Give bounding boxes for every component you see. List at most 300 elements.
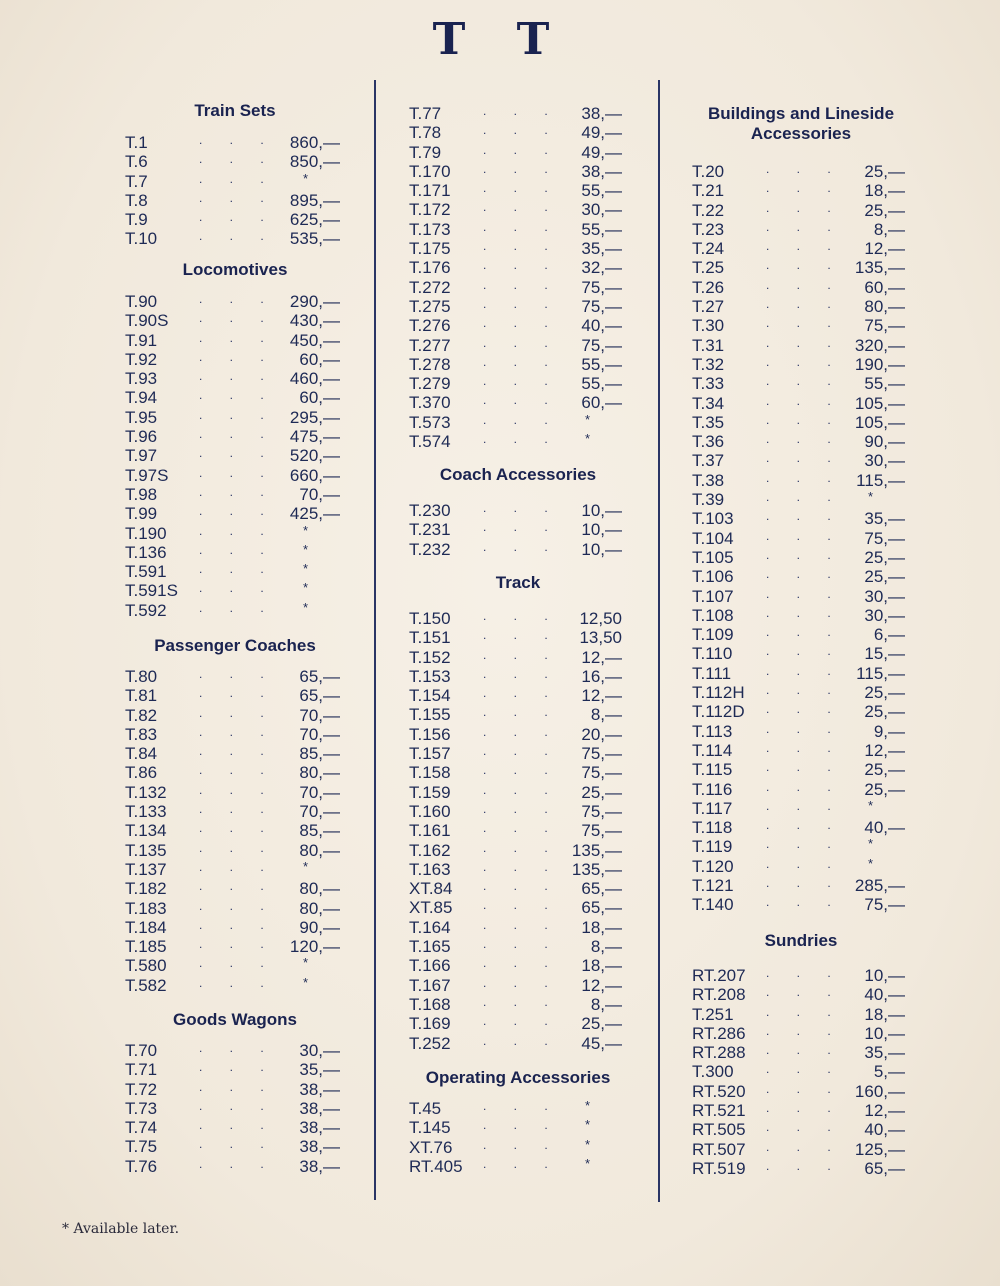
leader-dots: . . . — [766, 239, 843, 254]
item-code: T.76 — [125, 1156, 158, 1176]
leader-dots: . . . — [483, 724, 560, 739]
item-price: 660,— — [289, 465, 340, 485]
item-price: * — [302, 955, 308, 971]
item-price: 60,— — [299, 349, 340, 369]
leader-dots: . . . — [766, 412, 843, 427]
item-price: 40,— — [864, 818, 905, 838]
leader-dots: . . . — [199, 229, 276, 244]
item-code: T.119 — [692, 837, 733, 857]
item-code: T.150 — [409, 609, 451, 628]
column-divider-left — [374, 80, 376, 1200]
item-price: 30,— — [864, 586, 905, 606]
item-code: T.107 — [692, 586, 734, 606]
item-price: 13,50 — [579, 628, 622, 648]
section-heading: Train Sets — [194, 101, 276, 120]
item-price: 38,— — [299, 1156, 340, 1176]
item-code: T.136 — [125, 542, 167, 562]
item-price: 160,— — [854, 1081, 905, 1101]
item-code: T.117 — [692, 798, 733, 818]
item-code: T.574 — [409, 432, 451, 452]
item-code: T.35 — [692, 412, 725, 432]
page-title: T T — [432, 14, 568, 65]
leader-dots: . . . — [199, 542, 276, 557]
item-code: RT.505 — [692, 1120, 746, 1140]
item-price: 860,— — [289, 133, 340, 152]
item-price: 10,— — [864, 1023, 905, 1043]
item-price: * — [584, 1117, 590, 1133]
leader-dots: . . . — [483, 744, 560, 759]
item-price: 70,— — [299, 724, 340, 744]
item-code: T.120 — [692, 856, 734, 876]
item-price: 85,— — [299, 744, 340, 764]
item-code: T.164 — [409, 917, 451, 937]
item-code: T.133 — [125, 802, 167, 822]
item-price: 75,— — [581, 335, 622, 355]
item-price: 25,— — [581, 1014, 622, 1034]
item-code: T.185 — [125, 937, 167, 957]
leader-dots: . . . — [483, 219, 560, 234]
item-price: 75,— — [864, 528, 905, 548]
item-code: T.26 — [692, 277, 725, 297]
leader-dots: . . . — [766, 856, 843, 871]
leader-dots: . . . — [766, 875, 843, 890]
item-code: T.94 — [125, 388, 158, 408]
item-price: 30,— — [299, 1041, 340, 1060]
item-price: 12,— — [581, 686, 622, 706]
item-code: T.591 — [125, 562, 167, 582]
leader-dots: . . . — [766, 432, 843, 447]
item-code: T.33 — [692, 374, 725, 394]
item-code: RT.288 — [692, 1043, 746, 1063]
leader-dots: . . . — [766, 818, 843, 833]
item-price: 45,— — [581, 1033, 622, 1053]
leader-dots: . . . — [199, 821, 276, 836]
item-price: 120,— — [289, 937, 340, 957]
item-price: 8,— — [873, 219, 905, 239]
leader-dots: . . . — [766, 509, 843, 524]
leader-dots: . . . — [199, 369, 276, 384]
item-price: 25,— — [864, 547, 905, 567]
item-price: 535,— — [289, 229, 340, 249]
item-code: T.573 — [409, 412, 451, 432]
item-price: 40,— — [864, 1120, 905, 1140]
item-code: T.175 — [409, 239, 451, 259]
item-price: 10,— — [581, 539, 622, 559]
item-code: T.168 — [409, 994, 451, 1014]
price-column-middle — [409, 0, 627, 1200]
item-code: T.137 — [125, 859, 167, 879]
item-code: T.163 — [409, 859, 451, 879]
item-code: T.75 — [125, 1137, 158, 1157]
item-code: T.135 — [125, 840, 167, 860]
price-column-left — [125, 0, 345, 1200]
leader-dots: . . . — [766, 547, 843, 562]
leader-dots: . . . — [483, 666, 560, 681]
item-price: 90,— — [299, 917, 340, 937]
item-code: T.184 — [125, 917, 167, 937]
item-code: T.151 — [409, 628, 451, 648]
item-code: T.9 — [125, 210, 148, 230]
leader-dots: . . . — [199, 465, 276, 480]
item-code: XT.76 — [409, 1137, 453, 1157]
price-row — [409, 540, 627, 559]
item-price: 25,— — [864, 702, 905, 722]
item-price: 75,— — [581, 296, 622, 316]
item-price: 60,— — [581, 393, 622, 413]
item-code: RT.208 — [692, 985, 746, 1005]
price-list — [125, 667, 345, 995]
item-price: 80,— — [299, 898, 340, 918]
leader-dots: . . . — [199, 667, 276, 681]
item-code: T.230 — [409, 501, 451, 520]
leader-dots: . . . — [766, 1043, 843, 1058]
item-price: 90,— — [864, 432, 905, 452]
item-price: 60,— — [864, 277, 905, 297]
item-price: 16,— — [581, 666, 622, 686]
leader-dots: . . . — [766, 644, 843, 659]
price-list — [125, 292, 345, 620]
price-row — [125, 601, 345, 620]
item-code: T.278 — [409, 354, 451, 374]
leader-dots: . . . — [483, 840, 560, 855]
item-price: 8,— — [590, 994, 622, 1014]
leader-dots: . . . — [766, 451, 843, 466]
item-price: 135,— — [571, 859, 622, 879]
item-price: 80,— — [864, 297, 905, 317]
item-price: 10,— — [581, 501, 622, 520]
item-price: 35,— — [299, 1060, 340, 1080]
item-price: 12,50 — [579, 609, 622, 628]
section-heading: Goods Wagons — [172, 1010, 298, 1029]
item-price: 38,— — [299, 1098, 340, 1118]
item-code: T.74 — [125, 1118, 158, 1138]
item-price: 30,— — [864, 605, 905, 625]
item-price: * — [867, 797, 873, 813]
item-code: T.169 — [409, 1014, 451, 1034]
item-price: 25,— — [864, 683, 905, 703]
item-price: 8,— — [590, 705, 622, 725]
item-code: T.79 — [409, 142, 442, 162]
item-price: 12,— — [864, 239, 905, 259]
item-code: T.190 — [125, 523, 167, 543]
leader-dots: . . . — [483, 1137, 560, 1152]
item-code: T.112H — [692, 683, 745, 703]
item-price: 70,— — [299, 782, 340, 802]
item-code: T.80 — [125, 667, 158, 686]
item-code: T.160 — [409, 801, 451, 821]
item-code: RT.286 — [692, 1023, 746, 1043]
item-price: 25,— — [864, 162, 905, 181]
item-code: T.134 — [125, 821, 167, 841]
item-price: 40,— — [581, 316, 622, 336]
item-code: T.252 — [409, 1033, 451, 1053]
item-price: 80,— — [299, 840, 340, 860]
item-price: 80,— — [299, 763, 340, 783]
item-price: 115,— — [856, 663, 905, 683]
item-code: T.31 — [692, 335, 725, 355]
item-price: 6,— — [873, 625, 905, 645]
item-price: 75,— — [581, 277, 622, 297]
item-price: 25,— — [864, 760, 905, 780]
item-price: 55,— — [581, 354, 622, 374]
item-price: 55,— — [581, 181, 622, 201]
leader-dots: . . . — [766, 1004, 843, 1019]
item-code: T.153 — [409, 666, 451, 686]
leader-dots: . . . — [766, 605, 843, 620]
item-price: 40,— — [864, 985, 905, 1005]
leader-dots: . . . — [483, 1156, 560, 1171]
item-price: * — [302, 580, 308, 596]
leader-dots: . . . — [199, 484, 276, 499]
leader-dots: . . . — [483, 609, 560, 623]
leader-dots: . . . — [766, 1158, 843, 1173]
leader-dots: . . . — [766, 490, 843, 505]
price-row — [125, 976, 345, 995]
item-code: T.24 — [692, 239, 725, 259]
item-code: T.279 — [409, 374, 451, 394]
leader-dots: . . . — [483, 1118, 560, 1133]
item-code: T.7 — [125, 171, 148, 191]
item-code: T.91 — [125, 330, 158, 350]
item-code: T.154 — [409, 686, 451, 706]
leader-dots: . . . — [766, 393, 843, 408]
leader-dots: . . . — [199, 311, 276, 326]
leader-dots: . . . — [483, 501, 560, 515]
item-code: T.111 — [692, 663, 732, 683]
leader-dots: . . . — [766, 683, 843, 698]
leader-dots: . . . — [766, 985, 843, 1000]
item-price: 25,— — [864, 567, 905, 587]
item-price: 850,— — [289, 152, 340, 172]
price-list — [692, 966, 910, 1178]
item-price: 85,— — [299, 821, 340, 841]
leader-dots: . . . — [199, 686, 276, 701]
item-code: T.84 — [125, 744, 158, 764]
item-price: * — [584, 431, 590, 447]
item-code: T.132 — [125, 782, 167, 802]
leader-dots: . . . — [766, 895, 843, 910]
item-code: T.10 — [125, 229, 158, 249]
item-code: T.1 — [125, 133, 148, 152]
leader-dots: . . . — [766, 316, 843, 331]
item-code: T.82 — [125, 705, 158, 725]
leader-dots: . . . — [483, 335, 560, 350]
item-price: * — [584, 1136, 590, 1152]
item-code: T.106 — [692, 567, 734, 587]
leader-dots: . . . — [483, 994, 560, 1009]
item-code: T.27 — [692, 297, 725, 317]
item-price: 12,— — [864, 1101, 905, 1121]
item-price: 20,— — [581, 724, 622, 744]
item-code: RT.519 — [692, 1158, 746, 1178]
leader-dots: . . . — [766, 1101, 843, 1116]
leader-dots: . . . — [199, 152, 276, 167]
item-price: 9,— — [873, 721, 905, 741]
item-code: RT.520 — [692, 1081, 746, 1101]
leader-dots: . . . — [483, 520, 560, 535]
leader-dots: . . . — [199, 407, 276, 422]
price-row — [692, 1159, 910, 1178]
item-price: * — [302, 541, 308, 557]
leader-dots: . . . — [199, 802, 276, 817]
item-code: T.37 — [692, 451, 725, 471]
item-code: T.140 — [692, 895, 734, 915]
leader-dots: . . . — [766, 837, 843, 852]
item-code: T.73 — [125, 1098, 158, 1118]
item-code: T.118 — [692, 818, 733, 838]
item-price: 38,— — [581, 161, 622, 181]
leader-dots: . . . — [766, 567, 843, 582]
item-code: T.370 — [409, 393, 451, 413]
item-price: 25,— — [864, 779, 905, 799]
item-code: T.159 — [409, 782, 451, 802]
section-heading: Buildings and Lineside Accessories — [707, 104, 895, 143]
leader-dots: . . . — [766, 219, 843, 234]
price-row — [125, 1157, 345, 1176]
item-price: 12,— — [581, 647, 622, 667]
item-code: T.592 — [125, 600, 167, 620]
item-price: 450,— — [289, 330, 340, 350]
item-price: 625,— — [289, 210, 340, 230]
leader-dots: . . . — [766, 966, 843, 980]
leader-dots: . . . — [199, 446, 276, 461]
leader-dots: . . . — [766, 1139, 843, 1154]
footnote: * Available later. — [62, 1221, 180, 1237]
leader-dots: . . . — [766, 200, 843, 215]
item-price: 38,— — [299, 1079, 340, 1099]
leader-dots: . . . — [766, 277, 843, 292]
item-code: T.93 — [125, 369, 158, 389]
item-code: T.232 — [409, 539, 451, 559]
leader-dots: . . . — [199, 349, 276, 364]
item-price: 35,— — [581, 239, 622, 259]
item-price: 295,— — [289, 407, 340, 427]
leader-dots: . . . — [766, 181, 843, 196]
leader-dots: . . . — [199, 705, 276, 720]
item-price: 35,— — [864, 509, 905, 529]
item-code: T.99 — [125, 504, 158, 524]
item-code: T.25 — [692, 258, 725, 278]
leader-dots: . . . — [766, 1081, 843, 1096]
leader-dots: . . . — [199, 782, 276, 797]
leader-dots: . . . — [483, 539, 560, 554]
leader-dots: . . . — [766, 1023, 843, 1038]
leader-dots: . . . — [766, 354, 843, 369]
leader-dots: . . . — [766, 663, 843, 678]
item-code: T.103 — [692, 509, 734, 529]
item-price: * — [302, 522, 308, 538]
leader-dots: . . . — [483, 277, 560, 292]
item-code: T.166 — [409, 956, 451, 976]
leader-dots: . . . — [766, 798, 843, 813]
leader-dots: . . . — [199, 898, 276, 913]
leader-dots: . . . — [483, 628, 560, 643]
item-price: 60,— — [299, 388, 340, 408]
item-code: T.173 — [409, 219, 451, 239]
item-code: T.116 — [692, 779, 733, 799]
item-code: T.182 — [125, 879, 167, 899]
item-code: T.165 — [409, 937, 451, 957]
price-row — [692, 895, 910, 914]
item-price: 38,— — [299, 1118, 340, 1138]
item-code: T.114 — [692, 740, 733, 760]
price-list — [409, 104, 627, 451]
leader-dots: . . . — [766, 258, 843, 273]
item-price: 12,— — [864, 740, 905, 760]
item-code: T.161 — [409, 821, 451, 841]
item-price: 15,— — [864, 644, 905, 664]
leader-dots: . . . — [483, 142, 560, 157]
item-code: T.97S — [125, 465, 169, 485]
item-code: T.21 — [692, 181, 725, 201]
leader-dots: . . . — [483, 123, 560, 138]
item-price: 18,— — [581, 917, 622, 937]
item-price: 895,— — [289, 190, 340, 210]
item-code: T.71 — [125, 1060, 158, 1080]
item-price: 75,— — [864, 895, 905, 915]
item-price: * — [584, 411, 590, 427]
item-price: 75,— — [581, 821, 622, 841]
item-price: * — [302, 170, 308, 186]
item-code: T.30 — [692, 316, 725, 336]
item-code: T.172 — [409, 200, 451, 220]
item-code: T.110 — [692, 644, 733, 664]
price-row — [409, 1157, 627, 1176]
item-code: T.108 — [692, 605, 734, 625]
item-code: T.78 — [409, 123, 442, 143]
item-code: T.591S — [125, 581, 178, 601]
section-heading: Operating Accessories — [425, 1068, 611, 1087]
leader-dots: . . . — [483, 354, 560, 369]
item-price: 190,— — [854, 354, 905, 374]
item-code: RT.507 — [692, 1139, 746, 1159]
leader-dots: . . . — [199, 859, 276, 874]
price-list — [409, 1099, 627, 1176]
leader-dots: . . . — [483, 917, 560, 932]
item-code: T.251 — [692, 1004, 734, 1024]
leader-dots: . . . — [199, 504, 276, 519]
leader-dots: . . . — [199, 1118, 276, 1133]
leader-dots: . . . — [483, 316, 560, 331]
leader-dots: . . . — [483, 104, 560, 118]
leader-dots: . . . — [483, 1099, 560, 1113]
item-code: T.20 — [692, 162, 725, 181]
item-code: T.8 — [125, 190, 148, 210]
leader-dots: . . . — [483, 686, 560, 701]
item-code: T.90S — [125, 311, 169, 331]
leader-dots: . . . — [766, 702, 843, 717]
item-code: T.167 — [409, 975, 451, 995]
leader-dots: . . . — [199, 975, 276, 990]
item-code: T.95 — [125, 407, 158, 427]
item-price: 70,— — [299, 802, 340, 822]
item-code: T.277 — [409, 335, 451, 355]
item-code: T.32 — [692, 354, 725, 374]
item-code: T.45 — [409, 1099, 442, 1118]
item-price: 135,— — [854, 258, 905, 278]
item-code: XT.84 — [409, 879, 453, 899]
leader-dots: . . . — [766, 586, 843, 601]
leader-dots: . . . — [483, 412, 560, 427]
leader-dots: . . . — [199, 1156, 276, 1171]
leader-dots: . . . — [199, 600, 276, 615]
item-price: 75,— — [581, 763, 622, 783]
leader-dots: . . . — [483, 161, 560, 176]
item-code: T.92 — [125, 349, 158, 369]
item-code: T.300 — [692, 1062, 734, 1082]
leader-dots: . . . — [483, 898, 560, 913]
leader-dots: . . . — [483, 801, 560, 816]
